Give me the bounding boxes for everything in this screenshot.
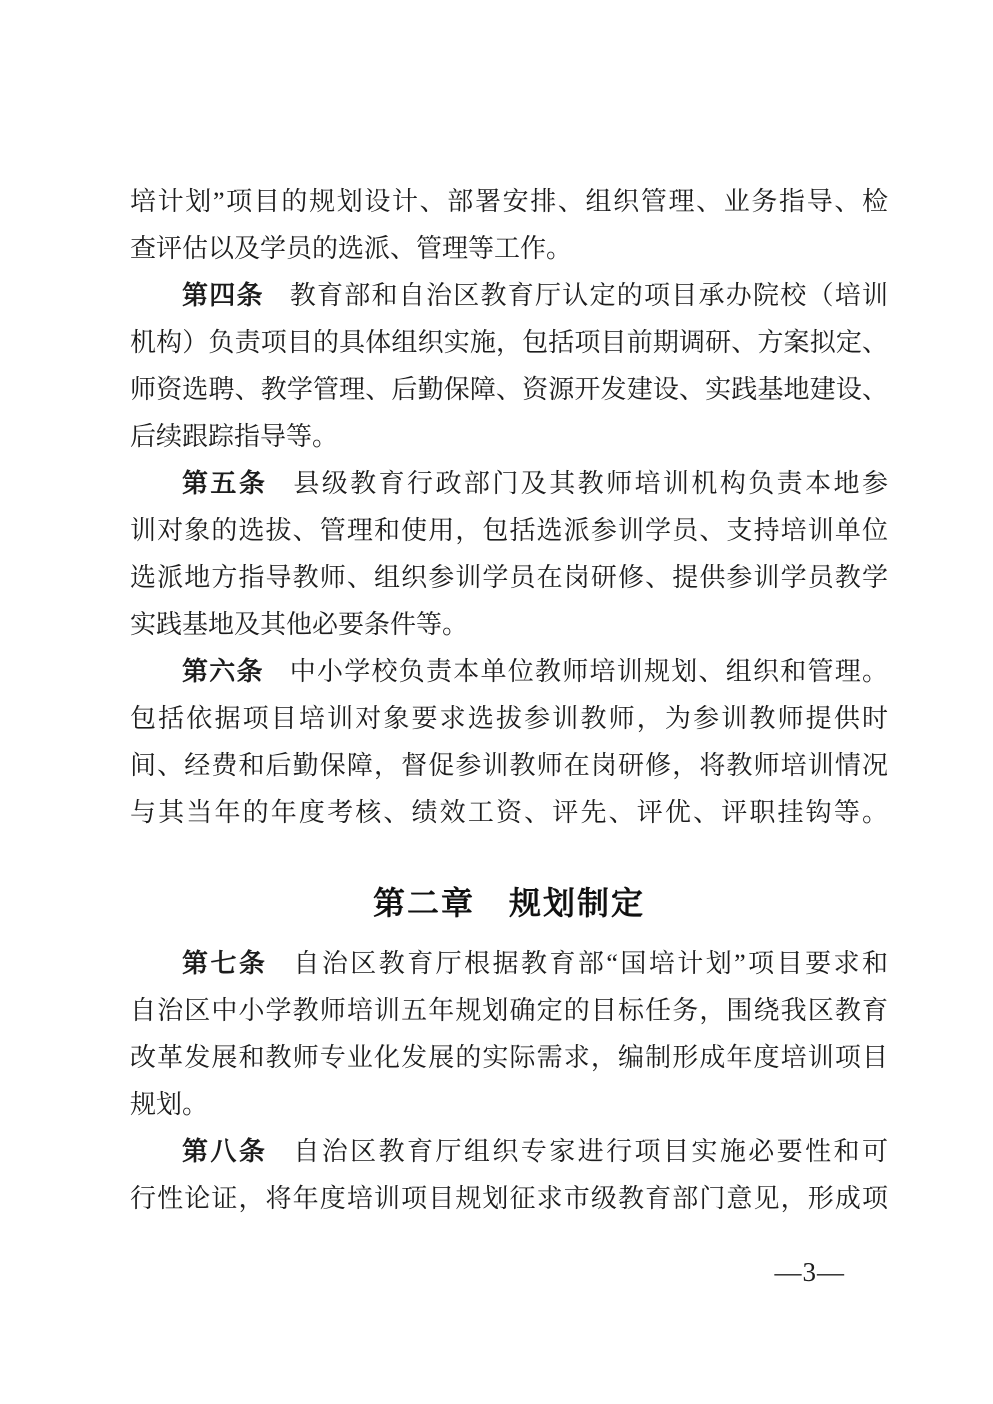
line-text: 包括依据项目培训对象要求选拔参训教师，为参训教师提供时 bbox=[130, 704, 888, 733]
body-lines-top bbox=[130, 178, 888, 836]
text-line bbox=[130, 319, 888, 366]
line-text: 间、经费和后勤保障，督促参训教师在岗研修，将教师培训情况 bbox=[130, 751, 888, 780]
text-line bbox=[130, 178, 888, 225]
text-line bbox=[130, 987, 888, 1034]
text-line bbox=[130, 366, 888, 413]
line-text: 规划。 bbox=[130, 1090, 209, 1119]
line-text: 选派地方指导教师、组织参训学员在岗研修、提供参训学员教学 bbox=[130, 563, 888, 592]
text-line bbox=[130, 460, 888, 507]
line-text: 查评估以及学员的选派、管理等工作。 bbox=[130, 234, 573, 263]
page-number: —3— bbox=[774, 1257, 845, 1287]
line-text: 训对象的选拔、管理和使用，包括选派参训学员、支持培训单位 bbox=[130, 516, 888, 545]
line-text: 自治区中小学教师培训五年规划确定的目标任务，围绕我区教育 bbox=[130, 996, 888, 1025]
text-line bbox=[130, 1081, 888, 1128]
text-line bbox=[130, 554, 888, 601]
article-number-label: 第四条 bbox=[182, 281, 264, 310]
line-text: 培计划”项目的规划设计、部署安排、组织管理、业务指导、检 bbox=[130, 187, 888, 216]
text-line bbox=[130, 648, 888, 695]
line-text: 中小学校负责本单位教师培训规划、组织和管理。 bbox=[289, 657, 888, 686]
line-text: 教育部和自治区教育厅认定的项目承办院校（培训 bbox=[289, 281, 888, 310]
line-text: 自治区教育厅根据教育部“国培计划”项目要求和 bbox=[293, 949, 888, 978]
line-text: 行性论证，将年度培训项目规划征求市级教育部门意见，形成项 bbox=[130, 1184, 888, 1213]
article-number-label: 第七条 bbox=[182, 949, 268, 978]
text-line bbox=[130, 940, 888, 987]
article-number-label: 第五条 bbox=[182, 469, 268, 498]
text-line bbox=[130, 695, 888, 742]
line-text: 自治区教育厅组织专家进行项目实施必要性和可 bbox=[293, 1137, 888, 1166]
line-text: 后续跟踪指导等。 bbox=[130, 422, 339, 451]
article-number-label: 第六条 bbox=[182, 657, 264, 686]
article-number-label: 第八条 bbox=[182, 1137, 268, 1166]
text-line bbox=[130, 413, 888, 460]
text-line bbox=[130, 789, 888, 836]
line-text: 机构）负责项目的具体组织实施，包括项目前期调研、方案拟定、 bbox=[130, 328, 888, 357]
line-text: 改革发展和教师专业化发展的实际需求，编制形成年度培训项目 bbox=[130, 1043, 888, 1072]
chapter-heading: 第二章 规划制定 bbox=[372, 885, 645, 921]
line-text: 师资选聘、教学管理、后勤保障、资源开发建设、实践基地建设、 bbox=[130, 375, 888, 404]
text-line bbox=[130, 1034, 888, 1081]
line-text: 县级教育行政部门及其教师培训机构负责本地参 bbox=[293, 469, 888, 498]
text-line bbox=[130, 742, 888, 789]
text-line bbox=[130, 1175, 888, 1222]
text-line bbox=[130, 601, 888, 648]
text-line bbox=[130, 272, 888, 319]
text-line bbox=[130, 1128, 888, 1175]
line-text: 实践基地及其他必要条件等。 bbox=[130, 610, 469, 639]
text-line bbox=[130, 507, 888, 554]
text-block bbox=[130, 178, 888, 1222]
body-lines-bottom bbox=[130, 940, 888, 1222]
line-text: 与其当年的年度考核、绩效工资、评先、评优、评职挂钩等。 bbox=[130, 798, 888, 827]
text-line bbox=[130, 225, 888, 272]
